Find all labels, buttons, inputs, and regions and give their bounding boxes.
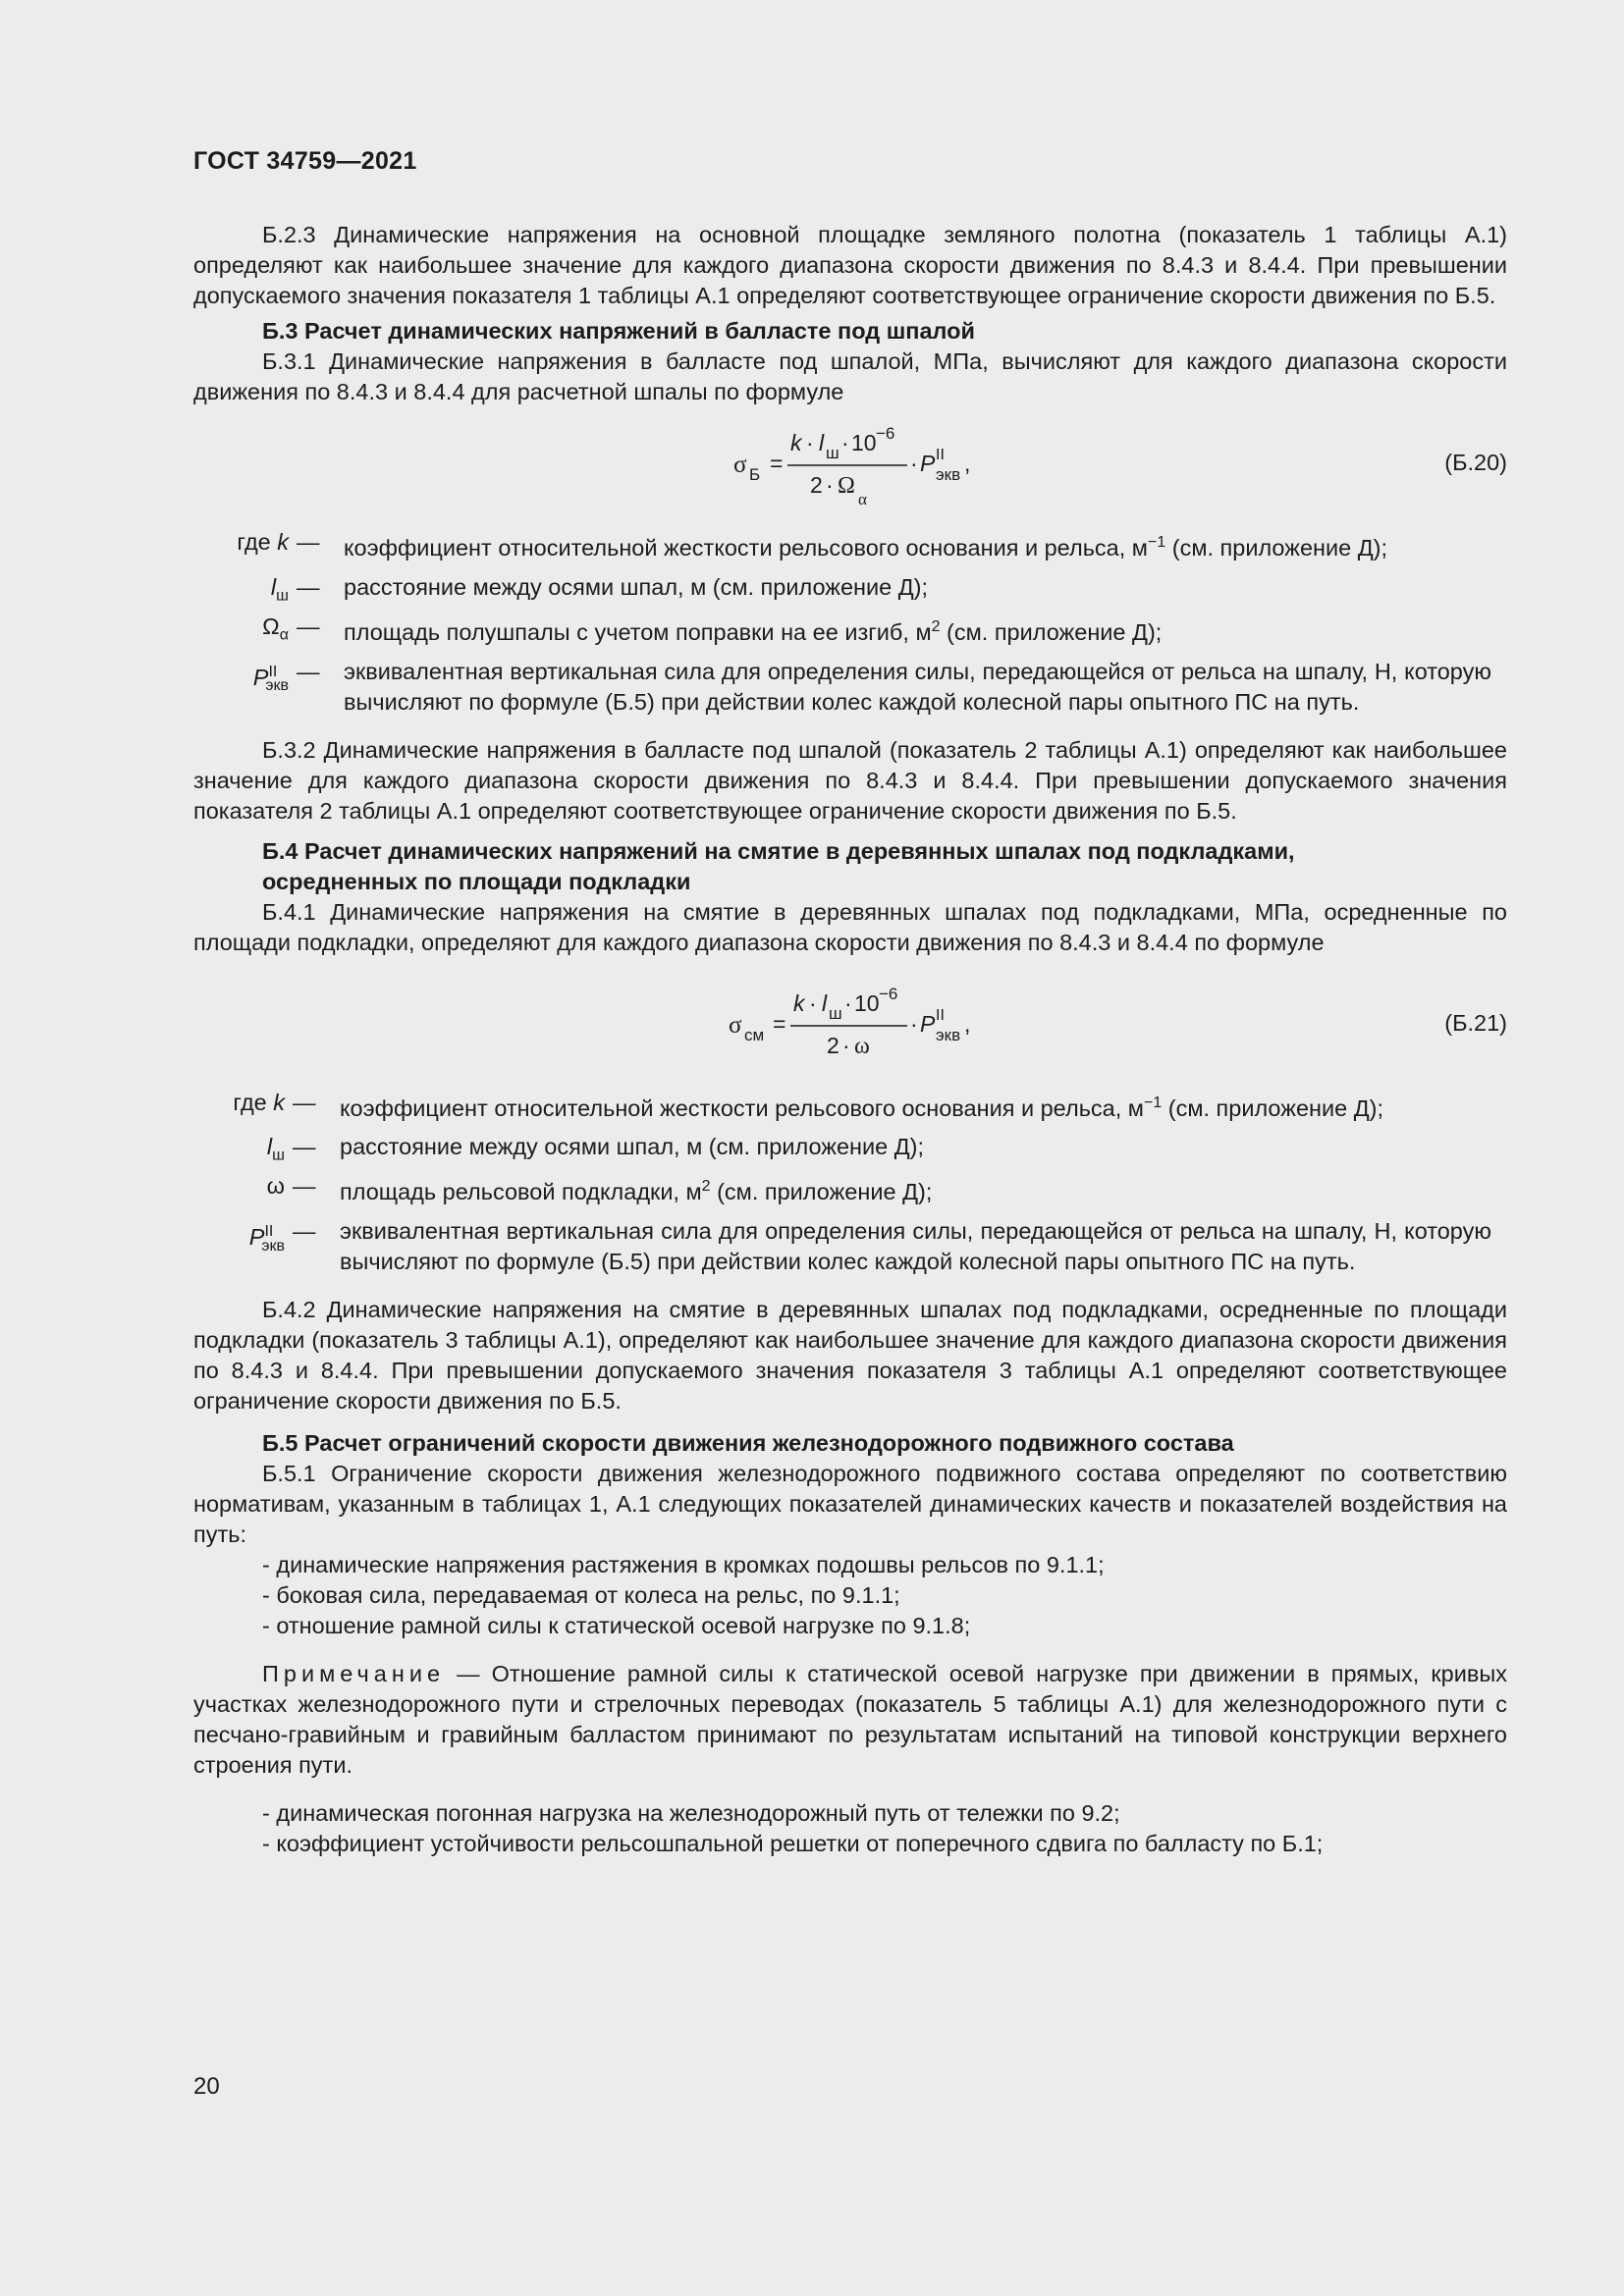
formula-b21-omega: ω — [854, 1033, 870, 1059]
list-item: - боковая сила, передаваемая от колеса на рельс, по 9.1.1; — [262, 1582, 900, 1609]
formula-b20-omega: Ω — [838, 473, 855, 499]
def-b21-dash: — — [293, 1218, 316, 1245]
note-dash: — — [445, 1661, 492, 1687]
formula-b20-pow: 10 — [851, 430, 877, 455]
formula-b20-k: k — [790, 430, 802, 455]
formula-b20-p-sub: экв — [936, 465, 961, 484]
formula-b20-svg — [193, 415, 1273, 517]
def-b21-desc-l: расстояние между осями шпал, м (см. приложение Д); — [340, 1134, 925, 1160]
formula-b21-den-dot: · — [842, 1032, 850, 1058]
indicator-list-2 — [193, 1798, 1507, 1859]
formula-b20 — [193, 415, 1507, 517]
formula-b21-p-sup: II — [936, 1006, 945, 1024]
formula-b20-omega-sub: α — [858, 490, 867, 508]
formula-b21-sigma-sub: см — [744, 1025, 765, 1044]
formula-b21-sigma: σ — [729, 1011, 742, 1039]
def-b20-desc-omega: площадь полушпалы с учетом поправки на ее изгиб, $м^2$ (см. приложение Д); — [344, 617, 1163, 645]
formula-b20-comma: , — [964, 451, 971, 476]
formula-b21-svg — [193, 976, 1273, 1078]
list-item: - отношение рамной силы к статической осевой нагрузке по 9.1.8; — [262, 1613, 971, 1639]
formula-b20-sigma: σ — [733, 452, 747, 478]
def-b20-desc-k: коэффициент относительной жесткости рельсового основания и рельса, $м^{-1}$ (см. приложение Д); — [344, 534, 1388, 561]
formula-b21-dot1: · — [809, 989, 817, 1016]
paragraph-b23: Б.2.3 Динамические напряжения на основной площадке земляного полотна (показатель 1 таблицы А.1) определяют как наибольшее значение для каждого диапазона скорости движения по 8.4.3 и 8.4.4. При превышении допускаемого значения показателя 1 таблицы А.1 определяют соответствующее ограничение скорости движения по Б.5. — [193, 222, 1507, 308]
def-b21-symbol-omega: ω — [266, 1173, 285, 1200]
formula-b20-mul: · — [910, 451, 918, 476]
def-b20-symbol-k: где k — [237, 529, 289, 555]
paragraph-b31: Б.3.1 Динамические напряжения в балласте под шпалой, МПа, вычисляют для каждого диапазона скорости движения по 8.4.3 и 8.4.4 для расчетной шпалы по формуле — [193, 348, 1507, 404]
formula-b21 — [193, 976, 1507, 1078]
document-header: ГОСТ 34759—2021 — [193, 147, 417, 175]
formula-b20-sigma-sub: Б — [749, 465, 761, 484]
formula-b21-pow: 10 — [854, 989, 880, 1016]
def-b21-dash: — — [293, 1173, 316, 1200]
paragraph-b32: Б.3.2 Динамические напряжения в балласте под шпалой (показатель 2 таблицы А.1) определяют как наибольшее значение для каждого диапазона скорости движения по 8.4.3 и 8.4.4. При превышении допускаемого значения показателя 2 таблицы А.1 определяют соответствующее ограничение скорости движения по Б.5. — [193, 736, 1507, 824]
def-b20-desc-p: эквивалентная вертикальная сила для определения силы, передающейся от рельса на шпалу, Н, которую вычисляют по формуле (Б.5) при действии колес каждой колесной пары опытного ПС на путь. — [344, 658, 1491, 715]
section-heading-b4-line1: Б.4 Расчет динамических напряжений на смятие в деревянных шпалах под подкладками, — [262, 837, 1295, 864]
formula-b21-p: P — [920, 1010, 936, 1037]
def-b21-desc-omega: площадь рельсовой подкладки, $м^2$ (см. приложение Д); — [340, 1178, 933, 1205]
formula-b21-eq: = — [773, 1010, 786, 1037]
def-b21-symbol-p: $P^{II}_{экв}$ — [248, 1223, 285, 1255]
list-item: - динамические напряжения растяжения в кромках подошвы рельсов по 9.1.1; — [262, 1552, 1105, 1578]
note-text: Отношение рамной силы к статической осевой нагрузке при движении в прямых, кривых участках железнодорожного пути и стрелочных переводах (показатель 5 таблицы А.1) для железнодорожного пути с песчано-гравийным и гравийным балластом принимают по результатам испытаний на типовой конструкции верхнего строения пути. — [193, 1661, 1508, 1779]
document-body — [193, 220, 1507, 1859]
formula-b20-l-sub: ш — [826, 444, 839, 462]
formula-b21-l-sub: ш — [829, 1003, 842, 1023]
formula-b21-exp: −6 — [879, 984, 898, 1003]
indicator-list-1 — [193, 1550, 1507, 1641]
formula-b21-k: k — [793, 989, 805, 1016]
formula-b21-number: (Б.21) — [1444, 1009, 1507, 1036]
definitions-b21 — [199, 1088, 1507, 1278]
page-number: 20 — [193, 2073, 220, 2100]
def-b21-symbol-k: где k — [233, 1089, 285, 1115]
def-b20-dash: — — [297, 613, 320, 639]
definitions-b20 — [203, 527, 1507, 718]
def-b20-symbol-omega: $\Omega_\alpha$ — [262, 613, 289, 644]
formula-b20-den-2: 2 — [810, 472, 823, 498]
formula-b21-l: l — [822, 989, 828, 1016]
section-heading-b5: Б.5 Расчет ограничений скорости движения железнодорожного подвижного состава — [262, 1430, 1234, 1457]
formula-b20-exp: −6 — [876, 424, 895, 443]
formula-b21-p-sub: экв — [936, 1025, 961, 1044]
formula-b21-den-2: 2 — [827, 1032, 839, 1058]
formula-b21-mul: · — [910, 1010, 918, 1037]
note-label: Примечание — [262, 1661, 446, 1687]
def-b21-desc-p: эквивалентная вертикальная сила для определения силы, передающейся от рельса на шпалу, Н, которую вычисляют по формуле (Б.5) при действии колес каждой колесной пары опытного ПС на путь. — [340, 1218, 1491, 1275]
section-heading-b4-line2: осредненных по площади подкладки — [262, 868, 691, 894]
def-b21-desc-k: коэффициент относительной жесткости рельсового основания и рельса, $м^{-1}$ (см. приложение Д); — [340, 1094, 1384, 1121]
def-b21-symbol-l: $l_ш$ — [266, 1134, 285, 1165]
formula-b20-l: l — [819, 430, 825, 455]
def-b20-dash: — — [297, 573, 320, 600]
formula-b20-eq: = — [770, 451, 784, 476]
note-paragraph — [193, 1659, 1507, 1781]
def-b20-dash: — — [297, 658, 320, 684]
formula-b20-p: P — [920, 451, 936, 476]
formula-b20-number: (Б.20) — [1444, 450, 1507, 475]
formula-b21-comma: , — [964, 1010, 971, 1037]
formula-b20-dot2: · — [841, 430, 849, 455]
paragraph-b42: Б.4.2 Динамические напряжения на смятие в деревянных шпалах под подкладками, осредненные по площади подкладки (показатель 3 таблицы А.1), определяют как наибольшее значение для каждого диапазона скорости движения по 8.4.3 и 8.4.4. При превышении допускаемого значения показателя 3 таблицы А.1 определяют соответствующее ограничение скорости движения по Б.5. — [193, 1297, 1507, 1415]
list-item: - динамическая погонная нагрузка на железнодорожный путь от тележки по 9.2; — [262, 1800, 1120, 1827]
def-b20-dash: — — [297, 529, 320, 555]
formula-b20-dot1: · — [806, 430, 814, 455]
list-item: - коэффициент устойчивости рельсошпальной решетки от поперечного сдвига по балласту по Б.1; — [262, 1831, 1324, 1857]
paragraph-b41: Б.4.1 Динамические напряжения на смятие в деревянных шпалах под подкладками, МПа, осредненные по площади подкладки, определяют для каждого диапазона скорости движения по 8.4.3 и 8.4.4 по формуле — [193, 898, 1507, 955]
def-b20-symbol-p: $P^{II}_{экв}$ — [252, 663, 289, 695]
def-b20-desc-l: расстояние между осями шпал, м (см. приложение Д); — [344, 573, 929, 600]
formula-b20-den-dot: · — [826, 472, 834, 498]
paragraph-b51: Б.5.1 Ограничение скорости движения железнодорожного подвижного состава определяют по соответствию нормативам, указанным в таблицах 1, А.1 следующих показателей динамических качеств и показателей воздействия на путь: — [193, 1461, 1507, 1548]
def-b21-dash: — — [293, 1089, 316, 1115]
def-b20-symbol-l: $l_ш$ — [270, 573, 289, 605]
formula-b20-p-sup: II — [936, 447, 945, 463]
section-heading-b3: Б.3 Расчет динамических напряжений в балласте под шпалой — [262, 318, 975, 344]
formula-b21-dot2: · — [844, 989, 852, 1016]
def-b21-dash: — — [293, 1134, 316, 1160]
